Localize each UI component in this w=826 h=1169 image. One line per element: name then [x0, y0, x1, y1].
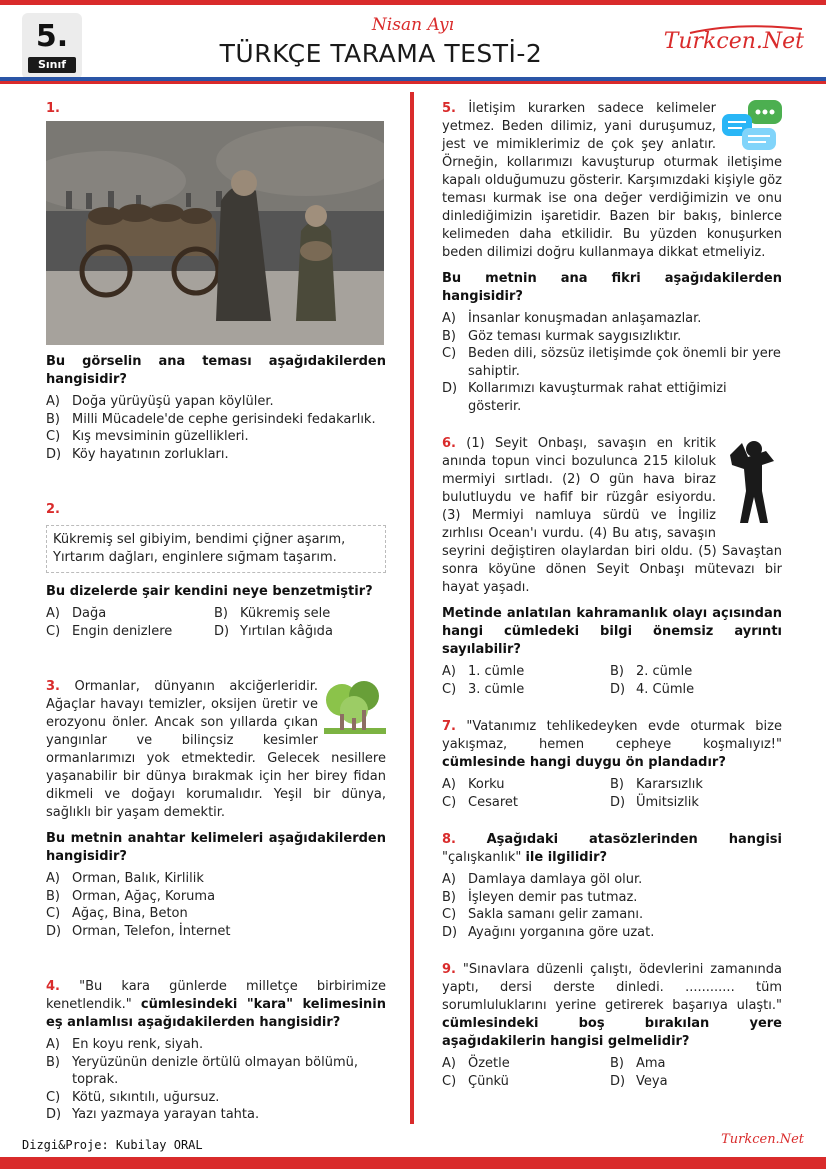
- option-c[interactable]: C) Ağaç, Bina, Beton: [46, 906, 188, 921]
- option-d[interactable]: D) Kollarımızı kavuşturmak rahat ettiğimizi gösterir.: [442, 381, 727, 414]
- chat-bubbles-icon: [722, 100, 782, 154]
- header-band-red: [0, 81, 826, 84]
- option-a[interactable]: A) Korku: [442, 777, 505, 792]
- poem-line-1: Kükremiş sel gibiyim, bendimi çiğner aşarım,: [53, 532, 346, 547]
- question-number: 2.: [46, 502, 60, 517]
- forest-icon: [324, 678, 386, 740]
- war-scene-illustration: [46, 121, 384, 345]
- grade-number: 5.: [35, 19, 69, 54]
- options-list: [442, 1055, 782, 1090]
- question-text: İletişim kurarken sadece kelimeler yetmez. Beden dilimiz, yani duruşumuz, jest ve mimiklerimiz de çok şey anlatır. Örneğin, kollarımızı kavuşturup oturmak iletişime kapalı olduğumuzu gösterir. Karşımızdaki kişiyle göz teması kurmak ise ona değer verdiğimizin ve onu dinlediğimizin işaretidir. Bazen bir bakış, binlerce kelimeden daha etkilidir. Bu yüzden konuşurken beden dilimizi doğru kullanmaya dikkat etmeliyiz.: [442, 101, 782, 260]
- question-number: 5.: [442, 101, 456, 116]
- option-a[interactable]: A) Orman, Balık, Kirlilik: [46, 871, 204, 886]
- question-stem: Bu dizelerde şair kendini neye benzetmiştir?: [46, 584, 373, 599]
- column-divider: [410, 92, 414, 1124]
- poem-line-2: Yırtarım dağları, enginlere sığmam taşarım.: [53, 550, 337, 565]
- question-number: 8.: [442, 832, 456, 847]
- option-d[interactable]: D) Yazı yazmaya yarayan tahta.: [46, 1107, 260, 1122]
- option-b[interactable]: B) Yeryüzünün denizle örtülü olmayan bölümü, toprak.: [46, 1054, 359, 1087]
- option-a[interactable]: A) Özetle: [442, 1056, 510, 1071]
- option-a[interactable]: A) 1. cümle: [442, 664, 525, 679]
- footer-credit: Dizgi&Proje: Kubilay ORAL: [22, 1138, 203, 1152]
- page-title: TÜRKÇE TARAMA TESTİ-2: [219, 39, 543, 68]
- options-list: [442, 871, 782, 941]
- option-a[interactable]: A) Damlaya damlaya göl olur.: [442, 872, 643, 887]
- option-c[interactable]: C) Çünkü: [442, 1073, 509, 1089]
- options-list: [46, 1036, 386, 1124]
- options-list: [46, 393, 386, 463]
- option-b[interactable]: B) Orman, Ağaç, Koruma: [46, 888, 216, 904]
- question-stem: Metinde anlatılan kahramanlık olayı açısından hangi cümledeki bilgi önemsiz ayrıntı sayılabilir?: [442, 606, 782, 657]
- option-c[interactable]: C) 3. cümle: [442, 681, 525, 697]
- site-logo: Turkcen.Net: [663, 29, 804, 54]
- option-c[interactable]: C) Sakla samanı gelir zamanı.: [442, 907, 644, 922]
- option-b[interactable]: B) Ama: [610, 1056, 666, 1071]
- soldier-silhouette-icon: [722, 435, 782, 527]
- question-text: (1) Seyit Onbaşı, savaşın en kritik anında topun vinci bozulunca 215 kiloluk mermiyi sırtladı. (2) O gün hava biraz bulutluydu ve hafif bir rüzgâr esiyordu. (3) Mermiyi namluya sürdü ve İngiliz zırhlısı Ocean'ı vurdu. (4) Bu atış, savaşın seyrini değiştiren olaylardan biri oldu. (5) Savaştan sonra köyüne dönen Seyit Onbaşı mütevazı bir hayat yaşadı.: [442, 436, 782, 595]
- option-a[interactable]: A) İnsanlar konuşmadan anlaşamazlar.: [442, 311, 702, 326]
- option-c[interactable]: C) Kış mevsiminin güzellikleri.: [46, 429, 249, 444]
- question-stem-part-2: ile ilgilidir?: [525, 850, 608, 865]
- option-b[interactable]: B) İşleyen demir pas tutmaz.: [442, 889, 638, 905]
- option-c[interactable]: C) Cesaret: [442, 794, 518, 810]
- option-c[interactable]: C) Engin denizlere: [46, 623, 173, 639]
- option-a[interactable]: A) Dağa: [46, 606, 107, 621]
- question-7: [442, 718, 782, 811]
- options-list: [46, 870, 386, 940]
- options-list: [46, 605, 386, 640]
- question-number: 7.: [442, 719, 456, 734]
- question-5: [442, 100, 782, 415]
- option-d[interactable]: D) Ayağını yorganına göre uzat.: [442, 924, 655, 940]
- options-list: [442, 776, 782, 811]
- question-number: 1.: [46, 101, 60, 116]
- question-4: [46, 978, 386, 1124]
- question-number: 4.: [46, 979, 60, 994]
- question-stem: Bu metnin ana fikri aşağıdakilerden hangisidir?: [442, 271, 782, 304]
- footer-logo: Turkcen.Net: [721, 1132, 804, 1147]
- left-column: [46, 100, 386, 1124]
- grade-label: Sınıf: [28, 57, 76, 73]
- question-stem: Bu metnin anahtar kelimeleri aşağıdakilerden hangisidir?: [46, 831, 386, 864]
- option-d[interactable]: D) Yırtılan kâğıda: [214, 623, 333, 639]
- option-d[interactable]: D) 4. Cümle: [610, 681, 695, 697]
- question-quote: "Sınavlara düzenli çalıştı, ödevlerini zamanında yaptı, dersi derste dinledi. ............ tüm sorumluluklarını yerine getirerek başarıya ulaştı.": [442, 962, 782, 1013]
- question-stem: cümlesindeki boş bırakılan yere aşağıdakilerin hangisi gelmelidir?: [442, 1016, 782, 1049]
- option-c[interactable]: C) Kötü, sıkıntılı, uğursuz.: [46, 1089, 220, 1105]
- question-6: [442, 435, 782, 698]
- question-8: [442, 831, 782, 941]
- option-b[interactable]: B) 2. cümle: [610, 664, 693, 679]
- option-b[interactable]: B) Milli Mücadele'de cephe gerisindeki fedakarlık.: [46, 411, 376, 427]
- option-d[interactable]: D) Veya: [610, 1073, 668, 1089]
- question-stem-part-1: Aşağıdaki atasözlerinden hangisi: [486, 832, 782, 847]
- question-stem: Bu görselin ana teması aşağıdakilerden hangisidir?: [46, 354, 386, 387]
- option-c[interactable]: C) Beden dili, sözsüz iletişimde çok önemli bir yere sahiptir.: [442, 346, 781, 379]
- option-d[interactable]: D) Köy hayatının zorlukları.: [46, 446, 229, 462]
- option-b[interactable]: B) Göz teması kurmak saygısızlıktır.: [442, 328, 682, 344]
- option-d[interactable]: D) Orman, Telefon, İnternet: [46, 923, 231, 939]
- question-stem: cümlesinde hangi duygu ön plandadır?: [442, 755, 726, 770]
- question-3: [46, 678, 386, 940]
- option-a[interactable]: A) En koyu renk, siyah.: [46, 1037, 204, 1052]
- page-subtitle: Nisan Ayı: [371, 15, 455, 35]
- question-stem: cümlesindeki "kara" kelimesinin eş anlamlısı aşağıdakilerden hangisidir?: [46, 997, 387, 1030]
- question-quote: "çalışkanlık": [442, 850, 522, 865]
- page-footer: [0, 1130, 826, 1169]
- options-list: [442, 663, 782, 698]
- question-2: [46, 501, 386, 640]
- question-quote: "Bu kara günlerde milletçe birbirimize kenetlendik.": [46, 979, 386, 1012]
- page-header: [0, 5, 826, 81]
- question-9: [442, 961, 782, 1090]
- footer-red-bar: [0, 1157, 826, 1169]
- options-list: [442, 310, 782, 415]
- poem-box: [46, 525, 386, 573]
- question-quote: "Vatanımız tehlikedeyken evde oturmak bize yakışmaz, hemen cepheye koşmalıyız!": [442, 719, 782, 752]
- option-b[interactable]: B) Kararsızlık: [610, 777, 703, 792]
- right-column: [442, 100, 782, 1090]
- question-number: 3.: [46, 679, 60, 694]
- option-a[interactable]: A) Doğa yürüyüşü yapan köylüler.: [46, 394, 274, 409]
- question-number: 9.: [442, 962, 456, 977]
- question-text: Ormanlar, dünyanın akciğerleridir. Ağaçlar havayı temizler, oksijen üretir ve erozyonu önler. Ancak son yıllarda çıkan yangınlar ve bilinçsiz kesimler ormanlarımızı yok etmektedir. Gelecek nesillere yaşanabilir bir dünya bırakmak için her birey fidan dikmeli ve doğayı korumalıdır. Yeşil bir dünya, sağlıklı bir yaşam demektir.: [46, 679, 386, 820]
- question-number: 6.: [442, 436, 456, 451]
- war-image: [46, 121, 384, 345]
- question-1: [46, 100, 386, 463]
- option-b[interactable]: B) Kükremiş sele: [214, 606, 331, 621]
- option-d[interactable]: D) Ümitsizlik: [610, 794, 699, 810]
